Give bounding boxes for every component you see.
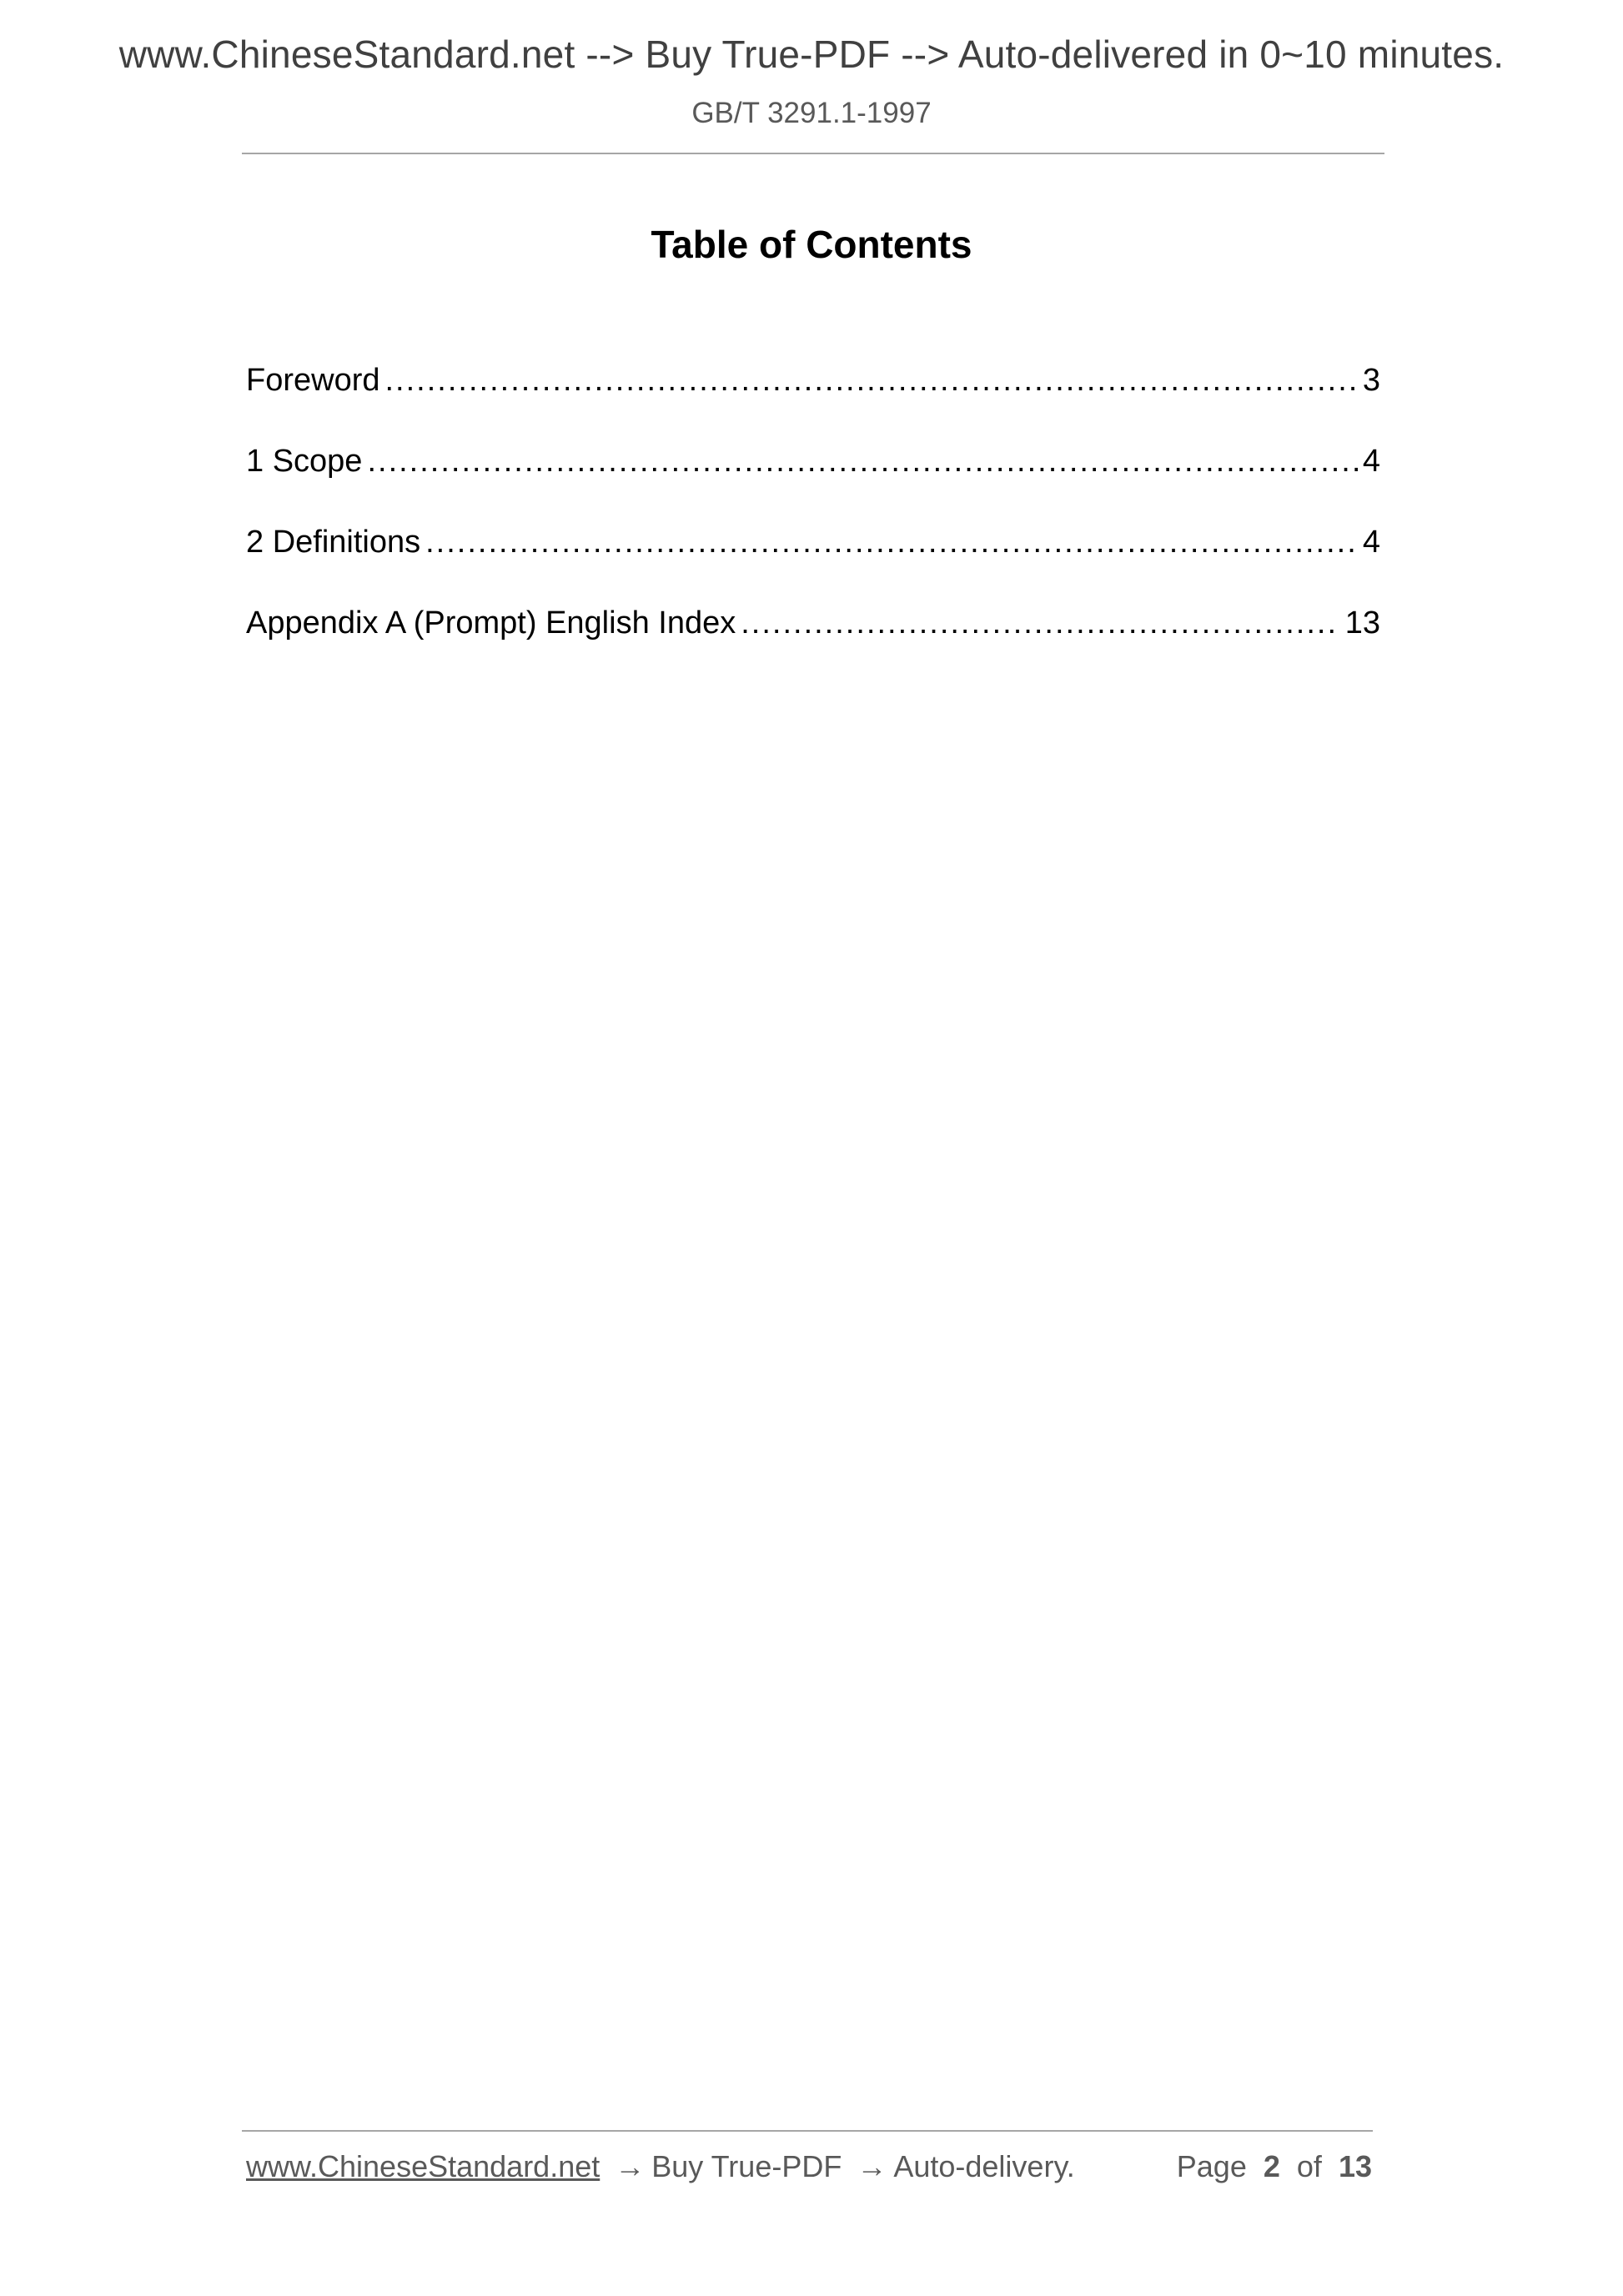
toc-entry-scope[interactable] (246, 438, 1380, 519)
toc-entry-page: 4 (1362, 444, 1380, 479)
page-number (1177, 2149, 1372, 2184)
toc-entry-label: 1 Scope (246, 444, 363, 479)
toc-entry-page: 3 (1362, 363, 1380, 398)
header-divider (242, 153, 1384, 154)
toc-entry-label: 2 Definitions (246, 525, 421, 560)
page-total: 13 (1338, 2149, 1372, 2183)
page-footer (246, 2149, 1372, 2184)
toc-entry-page: 4 (1362, 525, 1380, 560)
toc-entry-foreword[interactable] (246, 357, 1380, 438)
toc-entry-label: Appendix A (Prompt) English Index (246, 605, 736, 641)
arrow-right-icon: → (615, 2149, 646, 2183)
toc-entry-label: Foreword (246, 363, 380, 398)
footer-delivery-text: Auto-delivery. (893, 2149, 1075, 2183)
toc-entry-page: 13 (1344, 605, 1380, 641)
toc-list (246, 357, 1380, 681)
page-current: 2 (1263, 2149, 1280, 2183)
toc-dot-leader (367, 438, 1357, 485)
footer-divider (242, 2130, 1373, 2132)
promo-banner: www.ChineseStandard.net --> Buy True-PDF --> Auto-delivered in 0~10 minutes. (118, 33, 1505, 76)
toc-dot-leader (425, 519, 1358, 565)
of-word: of (1296, 2149, 1322, 2183)
footer-website-link[interactable]: www.ChineseStandard.net (246, 2149, 600, 2183)
toc-entry-appendix-a[interactable] (246, 600, 1380, 681)
toc-dot-leader (385, 357, 1358, 404)
toc-entry-definitions[interactable] (246, 519, 1380, 600)
document-code: GB/T 3291.1-1997 (691, 97, 932, 129)
arrow-right-icon: → (857, 2149, 887, 2183)
footer-buy-text: Buy True-PDF (651, 2149, 842, 2183)
toc-title: Table of Contents (651, 223, 972, 266)
toc-dot-leader (741, 600, 1340, 646)
page-word: Page (1176, 2149, 1247, 2183)
